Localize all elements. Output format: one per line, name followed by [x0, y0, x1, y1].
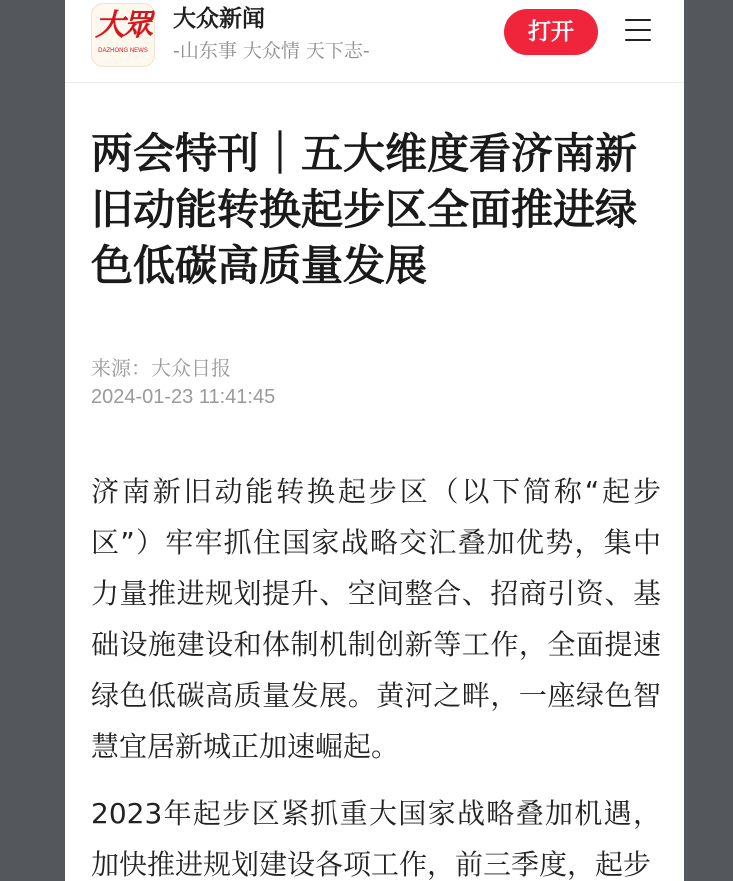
article-paragraph: 济南新旧动能转换起步区（以下简称“起步区”）牢牢抓住国家战略交汇叠加优势，集中力量推进规划提升、空间整合、招商引资、基础设施建设和体制机制创新等工作，全面提速绿色低碳高质量发展。黄河之畔，一座绿色智慧宜居新城正加速崛起。: [91, 475, 661, 763]
article-title: 两会特刊｜五大维度看济南新旧动能转换起步区全面推进绿色低碳高质量发展: [91, 129, 638, 290]
app-logo[interactable]: [91, 3, 155, 67]
logo-subtitle: DAZHONG NEWS: [98, 48, 148, 54]
app-download-banner: [65, 0, 684, 83]
logo-mark: 大眾: [95, 8, 151, 43]
article-date: 2024-01-23 11:41:45: [91, 386, 276, 408]
article-body: [91, 466, 661, 881]
hamburger-menu-icon[interactable]: [625, 18, 651, 42]
app-slogan: -山东事 大众情 天下志-: [173, 40, 370, 62]
app-name: 大众新闻: [173, 6, 265, 32]
mobile-page: [65, 0, 684, 881]
article-paragraph: 2023年起步区紧抓重大国家战略叠加机遇，加快推进规划建设各项工作，前三季度，起步: [91, 797, 661, 881]
open-app-button[interactable]: 打开: [504, 9, 598, 55]
article-source: 来源：大众日报: [91, 356, 231, 380]
